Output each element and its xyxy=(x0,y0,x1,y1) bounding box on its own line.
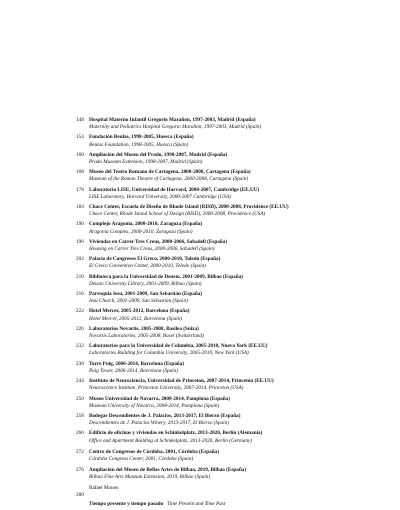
entry-title: Laboratorios para la Universidad de Columbia, 2005-2010, Nueva York (EE.UU) xyxy=(89,343,268,350)
entry-title: Museo del Teatro Romano de Cartagena, 2000-2008, Cartagena (España) xyxy=(89,169,251,176)
page-number: 258 xyxy=(76,412,84,419)
toc-entry xyxy=(76,396,394,410)
entry-subtitle: Museum of the Roman Theatre of Cartagena, 2000-2008, Cartagena (Spain) xyxy=(89,176,249,183)
entry-subtitle xyxy=(167,501,225,507)
entry-title: Hotel Mercer, 2005-2012, Barcelona (España) xyxy=(89,308,190,315)
entry-subtitle: Aragonia Complex, 2000-2010, Zaragoza (Spain) xyxy=(89,228,193,235)
entry-title: Museo Universidad de Navarra, 2008-2014, Pamplona (España) xyxy=(89,395,230,402)
toc-entry xyxy=(76,169,394,183)
entry-text xyxy=(89,274,394,288)
page-number: 178 xyxy=(76,186,84,193)
page-number: 232 xyxy=(76,343,84,350)
toc-entry xyxy=(76,221,394,235)
entry-subtitle: Prado Museum Extension, 1998-2007, Madrid (Spain) xyxy=(89,159,203,166)
entry-title: Centro de Congresos de Córdoba, 2001, Córdoba (España) xyxy=(89,448,219,455)
page-number: 160 xyxy=(76,151,84,158)
entry-title: Ampliación del Museo de Bellas Artes de Bilbao, 2019, Bilbao (España) xyxy=(89,467,247,474)
page-number: 266 xyxy=(76,430,84,437)
entry-text xyxy=(89,361,394,375)
entry-text xyxy=(89,413,394,427)
toc-entry-final xyxy=(76,492,394,510)
entry-title: Laboratorio LISE, Universidad de Harvard, 2000-2007, Cambridge (EE.UU) xyxy=(89,186,260,193)
toc-entry xyxy=(76,308,394,322)
toc-entry xyxy=(76,430,394,444)
page-number: 210 xyxy=(76,273,84,280)
entry-subtitle-text: Time Present and Time Past xyxy=(167,500,226,507)
entry-subtitle: Maternity and Pediatrics Hospital Gregorio Marañón, 1997-2003, Madrid (Spain) xyxy=(89,124,262,131)
page-number: 226 xyxy=(76,325,84,332)
page-number: 250 xyxy=(76,395,84,402)
entry-subtitle: Puig Tower, 2006-2014, Barcelona (Spain) xyxy=(89,367,178,374)
entry-text xyxy=(89,187,394,201)
toc-entry xyxy=(76,134,394,148)
entry-subtitle: Deusto University Library, 2001-2009, Bilbao (Spain) xyxy=(89,280,202,287)
page-number: 190 xyxy=(76,221,84,228)
entry-text xyxy=(89,430,394,444)
page-number: 280 xyxy=(76,491,84,498)
toc-entry xyxy=(76,239,394,253)
entry-subtitle: Hotel Mercer, 2005-2012, Barcelona (Spain) xyxy=(89,315,182,322)
table-of-contents xyxy=(76,114,394,510)
entry-subtitle: Bilbao Fine Arts Museum Extension, 2019, Bilbao (Spain) xyxy=(89,474,211,481)
entry-text xyxy=(89,343,394,357)
entry-title: Laboratorios Novartis, 2005-2008, Basilea (Suiza) xyxy=(89,325,199,332)
toc-entry xyxy=(76,117,394,131)
toc-entry xyxy=(76,204,394,218)
entry-subtitle: El Greco Convention Center, 2000-2010, Toledo (Spain) xyxy=(89,263,206,270)
entry-text xyxy=(89,291,394,305)
toc-entry xyxy=(76,467,394,481)
page-number: 272 xyxy=(76,448,84,455)
entry-text xyxy=(89,221,394,235)
page-number: 202 xyxy=(76,256,84,263)
entry-title: Torre Puig, 2006-2014, Barcelona (España) xyxy=(89,360,185,367)
entry-subtitle: Beulas Foundation, 1998-2005, Huesca (Spain) xyxy=(89,141,189,148)
page-number: 222 xyxy=(76,308,84,315)
entry-subtitle: Iesu Church, 2001-2009, San Sebastián (Spain) xyxy=(89,298,188,305)
entry-text xyxy=(89,396,394,410)
toc-entry xyxy=(76,449,394,463)
entry-text xyxy=(89,239,394,253)
entry-text xyxy=(89,326,394,340)
entry-title: Chace Center, Escuela de Diseño de Rhode Island (RISD), 2000-2008, Providence (EE.UU) xyxy=(89,204,289,211)
toc-entry xyxy=(76,413,394,427)
entry-title: Palacio de Congresos El Greco, 2000-2010, Toledo (España) xyxy=(89,256,221,263)
toc-entry xyxy=(76,291,394,305)
entry-subtitle: Descendientes de J. Palacios Winery, 2013-2017, El Bierzo (Spain) xyxy=(89,420,229,427)
toc-entry xyxy=(76,326,394,340)
entry-text xyxy=(89,449,394,463)
entry-text xyxy=(89,169,394,183)
author-name: Rafael Moneo xyxy=(89,484,119,491)
entry-text xyxy=(89,467,394,481)
entry-title: Tiempo presente y tiempo pasado xyxy=(89,500,164,507)
entry-title: Ampliación del Museo del Prado, 1998-2007, Madrid (España) xyxy=(89,151,228,158)
page-number: 238 xyxy=(76,360,84,367)
entry-text xyxy=(89,308,394,322)
entry-subtitle: Office and Apartment Building at Schinkelplatz, 2013-2020, Berlin (Germany) xyxy=(89,437,252,444)
entry-subtitle: Housing on Carrer Tres Creus, 2000-2006, Sabadell (Spain) xyxy=(89,246,215,253)
entry-text xyxy=(89,204,394,218)
entry-subtitle: Chace Center, Rhode Island School of Design (RISD), 2000-2008, Providence (USA) xyxy=(89,211,266,218)
entry-subtitle: Museum University of Navarra, 2008-2014, Pamplona (Spain) xyxy=(89,402,220,409)
entry-subtitle: Neuroscience Institute, Princeton University, 2007-2014, Princeton (USA) xyxy=(89,385,244,392)
entry-subtitle: LISE Laboratory, Harvard University, 2000-2007 Cambridge (USA) xyxy=(89,193,231,200)
page-number: 196 xyxy=(76,238,84,245)
toc-entry xyxy=(76,361,394,375)
toc-entry xyxy=(76,343,394,357)
entry-title: Bodegas Descendientes de J. Palacios, 2013-2017, El Bierzo (España) xyxy=(89,412,241,419)
toc-entry xyxy=(76,152,394,166)
entry-title: Complejo Aragonia, 2000-2010, Zaragoza (España) xyxy=(89,221,203,228)
entry-text xyxy=(89,378,394,392)
entry-title: Hospital Materno Infantil Gregorio Marañón, 1997-2003, Madrid (España) xyxy=(89,117,256,123)
entry-subtitle: Laboratories Building for Columbia University, 2005-2010, New York (USA) xyxy=(89,350,249,357)
entry-subtitle: Novartis Laboratories, 2005-2008, Basel (Switzerland) xyxy=(89,333,204,340)
page-number: 168 xyxy=(76,169,84,176)
toc-entry xyxy=(76,187,394,201)
entry-title: Viviendas en Carrer Tres Creus, 2000-2006, Sabadell (España) xyxy=(89,238,228,245)
entry-text xyxy=(89,134,394,148)
entry-text xyxy=(89,492,394,510)
entry-title: Instituto de Neurociencia, Universidad de Princeton, 2007-2014, Princeton (EE.UU) xyxy=(89,378,274,385)
entry-title: Parroquia Iesu, 2001-2009, San Sebastián (España) xyxy=(89,291,203,298)
page-number: 154 xyxy=(76,134,84,141)
page-number: 216 xyxy=(76,291,84,298)
toc-entries xyxy=(76,117,394,482)
page-number: 244 xyxy=(76,378,84,385)
page-number: 184 xyxy=(76,204,84,211)
entry-text xyxy=(89,256,394,270)
entry-title: Biblioteca para la Universidad de Deusto, 2001-2009, Bilbao (España) xyxy=(89,273,243,280)
entry-text xyxy=(89,117,394,131)
entry-title: Edificio de oficinas y viviendas en Schinkelplatz, 2013-2020, Berlín (Alemania) xyxy=(89,430,263,437)
page-number: 276 xyxy=(76,467,84,474)
entry-title: Fundación Beulas, 1998-2005, Huesca (España) xyxy=(89,134,194,141)
toc-entry xyxy=(76,378,394,392)
toc-entry xyxy=(76,274,394,288)
entry-text xyxy=(89,152,394,166)
toc-entry xyxy=(76,256,394,270)
page-number: 148 xyxy=(76,117,84,123)
entry-subtitle: Córdoba Congress Center, 2001, Córdoba (Spain) xyxy=(89,455,194,462)
